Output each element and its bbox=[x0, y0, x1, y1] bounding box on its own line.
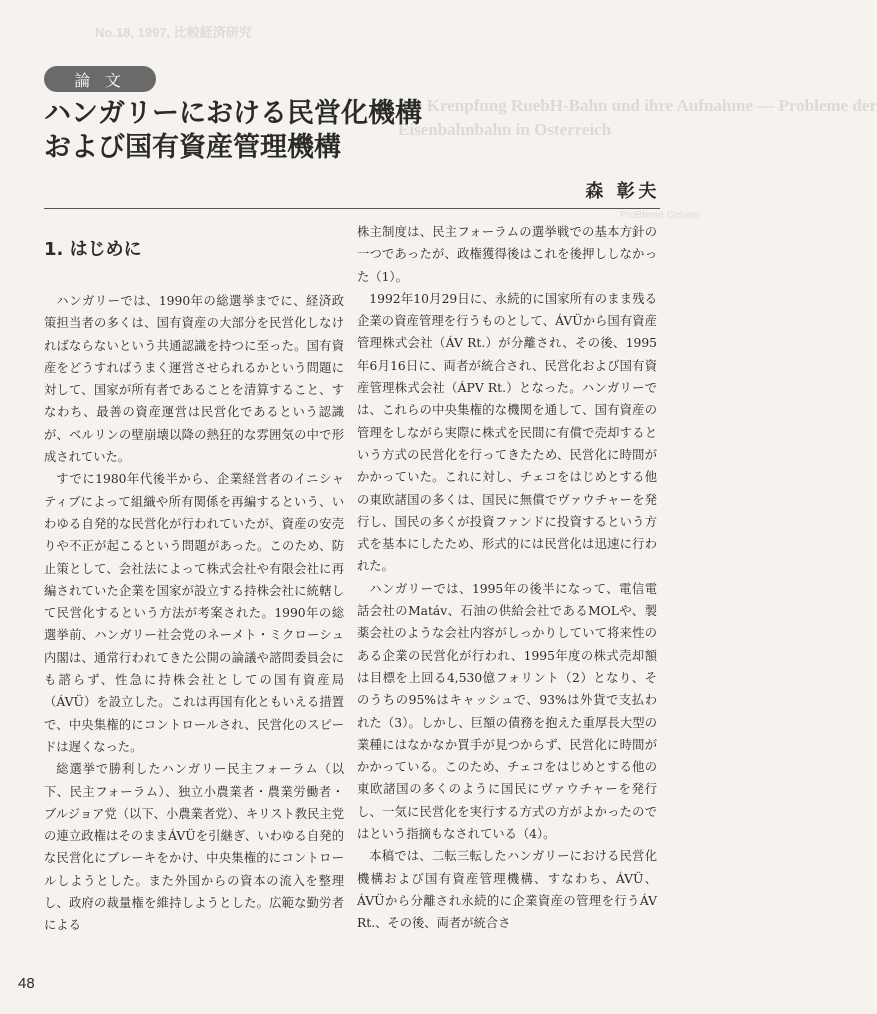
left-paragraph-3: 総選挙で勝利したハンガリー民主フォーラム（以下、民主フォーラム）、独立小農業者・農業労働者・ブルジョア党（以下、小農業者党）、キリスト教民主党の連立政権はそのままÁVÜを引継ぎ、いわゆる自発的な民営化にブレーキをかけ、中央集権的にコントロールしようとした。また外国からの資本の流入を整理し、政府の裁量権を維持しようとした。広範な勤労者による bbox=[44, 762, 344, 933]
right-paragraph-4: 本稿では、二転三転したハンガリーにおける民営化機構および国有資産管理機構、すなわち、ÁVÜ、ÁVÜから分離され永続的に企業資産の管理を行うÁV Rt.、その後、両者が統合さ bbox=[357, 849, 657, 931]
article-title-line1: ハンガリーにおける民営化機構 bbox=[44, 98, 422, 129]
bleed-through-title-line2: Eisenbahnbahn in Osterreich bbox=[398, 120, 612, 139]
right-paragraph-1: 株主制度は、民主フォーラムの選挙戦での基本方針の一つであったが、政権獲得後はこれを後押ししなかった（1）。 bbox=[357, 225, 657, 284]
article-title bbox=[44, 97, 422, 165]
bleed-through-header: No.18, 1997, 比較経済研究 bbox=[95, 25, 252, 40]
author-name: 森 彰夫 bbox=[585, 181, 660, 202]
bleed-through-body: ProBleme Gehinn bbox=[620, 210, 699, 221]
article-title-line2: および国有資産管理機構 bbox=[44, 132, 341, 163]
bleed-through-title-line1: Die Krenpfung RuebH-Bahn und ihre Aufnahme — Probleme der bbox=[398, 96, 877, 115]
left-paragraph-2: すでに1980年代後半から、企業経営者のイニシャティブによって組織や所有関係を再編するという、いわゆる自発的な民営化が行われていたが、資産の安売りや不正が起こるという問題があった。このため、防止策として、会社法によって株式会社や有限会社に再編されていた企業を国家が設立する持株会社に統轄して民営化するという方法が考案された。1990年の総選挙前、ハンガリー社会党のネーメト・ミクローシュ内閣は、通常行われてきた公開の論議や諮問委員会にも諮らず、性急に持株会社としての国有資産局（ÁVÜ）を設立した。これは再国有化ともいえる措置で、中央集権的にコントロールされ、民営化のスピードは遅くなった。 bbox=[44, 472, 344, 754]
right-column bbox=[357, 221, 657, 935]
page-number: 48 bbox=[18, 975, 35, 992]
section-heading: 1. はじめに bbox=[44, 239, 142, 260]
right-paragraph-2: 1992年10月29日に、永続的に国家所有のまま残る企業の資産管理を行うものとして、ÁVÜから国有資産管理株式会社（ÁV Rt.）が分離され、その後、1995年6月16日に、両者が統合され、民営化および国有資産管理株式会社（ÁPV Rt.）となった。ハンガリーでは、これらの中央集権的な機関を通して、国有資産の管理をしながら実際に株式を民間に有償で売却するという方式の民営化を行ってきたため、民営化に時間がかかっていた。これに対し、チェコをはじめとする他の東欧諸国の多くは、国民に無償でヴァウチャーを発行し、国民の多くが投資ファンドに投資するという方式を基本にしたため、形式的には民営化は迅速に行われた。 bbox=[357, 291, 657, 574]
title-divider bbox=[44, 208, 660, 209]
right-paragraph-3: ハンガリーでは、1995年の後半になって、電信電話会社のMatáv、石油の供給会社であるMOLや、製薬会社のような会社内容がしっかりしていて将来性のある企業の民営化が行われ、1995年度の株式売却額は目標を上回る4,530億フォリント（2）となり、そのうちの95%はキャッシュで、93%は外貨で支払われた（3）。しかし、巨額の債務を抱えた重厚長大型の業種にはなかなか買手が見つからず、民営化に時間がかかっている。このため、チェコをはじめとする他の東欧諸国の多くのように国民にヴァウチャーを発行し、一気に民営化を実行する方式の方がよかったのではという指摘もなされている（4）。 bbox=[357, 581, 657, 842]
left-paragraph-1: ハンガリーでは、1990年の総選挙までに、経済政策担当者の多くは、国有資産の大部分を民営化しなければならないという共通認識を持つに至った。国有資産をどうすればうまく運営させられるかという問題に対して、国家が所有者であることを清算すること、すなわち、最善の資産運営は民営化であるという認識が、ベルリンの壁崩壊以降の熱狂的な雰囲気の中で形成されていた。 bbox=[44, 294, 344, 465]
left-column bbox=[44, 221, 344, 937]
article-type-badge: 論 文 bbox=[44, 66, 156, 92]
